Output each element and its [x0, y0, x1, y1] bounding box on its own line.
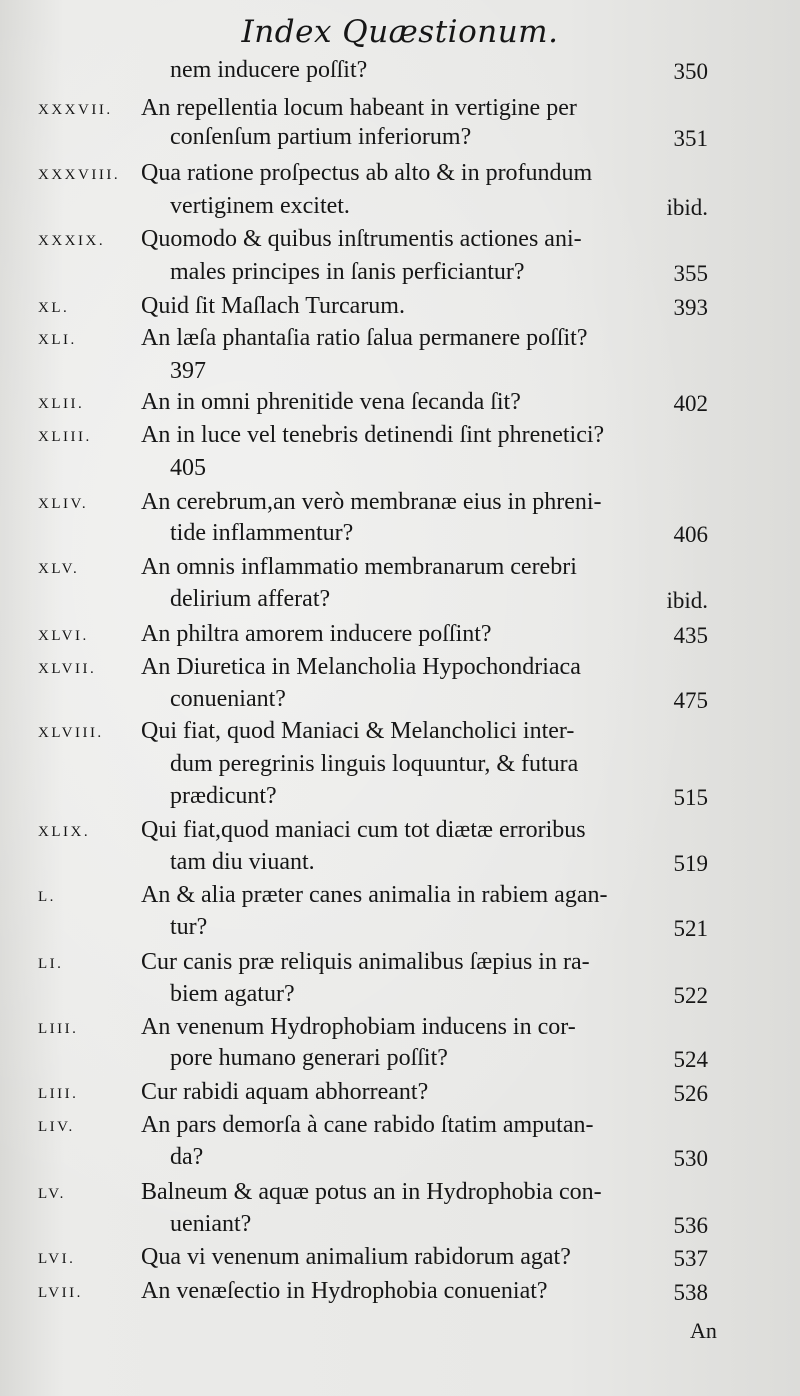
page-number: 435 [673, 623, 708, 648]
page-number: ibid. [666, 195, 708, 220]
question-text-line: Qui fiat, quod Maniaci & Melancholici inter- [141, 718, 575, 744]
question-text-line: Qui fiat,quod maniaci cum tot diætæ erroribus [141, 817, 586, 843]
question-text-line: An venæſectio in Hydrophobia conueniat? [141, 1278, 548, 1304]
question-number: XLVI. [38, 628, 89, 644]
question-text-line: An Diuretica in Melancholia Hypochondriaca [141, 654, 581, 680]
page-number: 350 [673, 59, 708, 84]
question-number: XL. [38, 300, 70, 316]
question-number: XLII. [38, 396, 85, 412]
question-text-line: tide inflammentur? [170, 520, 354, 546]
question-number: LIII. [38, 1021, 79, 1037]
page-number: 537 [673, 1246, 708, 1271]
question-text-line: prædicunt? [170, 783, 277, 809]
question-number: XLV. [38, 561, 80, 577]
question-number: XLI. [38, 332, 77, 348]
question-text-line: An venenum Hydrophobiam inducens in cor- [141, 1014, 576, 1040]
question-text-line: An in omni phrenitide vena ſecanda ſit? [141, 389, 521, 415]
question-number: LIII. [38, 1086, 79, 1102]
question-text-line: Quomodo & quibus inſtrumentis actiones ani- [141, 226, 582, 252]
question-text-line: An in luce vel tenebris detinendi ſint phrenetici? [141, 422, 605, 448]
question-text-line: An repellentia locum habeant in vertigine per [141, 95, 577, 121]
question-text-line: males principes in ſanis perficiantur? [170, 259, 525, 285]
question-text-line: biem agatur? [170, 981, 295, 1007]
catchword: An [690, 1318, 717, 1343]
page-number: 351 [673, 126, 708, 151]
question-number: XLVII. [38, 661, 97, 677]
page-number: 521 [673, 916, 708, 941]
question-text-line: An omnis inflammatio membranarum cerebri [141, 554, 577, 580]
question-number: L. [38, 889, 56, 905]
question-number: XLIII. [38, 429, 92, 445]
page-number: 538 [673, 1280, 708, 1305]
question-number: XXXVIII. [38, 167, 121, 183]
question-number: XXXIX. [38, 233, 106, 249]
question-number: LV. [38, 1186, 66, 1202]
page-number: 393 [673, 295, 708, 320]
page-number: 526 [673, 1081, 708, 1106]
page-number: 475 [673, 688, 708, 713]
page-number: 405 [170, 455, 206, 481]
question-text-line: An philtra amorem inducere poſſint? [141, 621, 492, 647]
question-text-line: An cerebrum,an verò membranæ eius in phreni- [141, 489, 602, 515]
question-text-line: pore humano generari poſſit? [170, 1045, 448, 1071]
question-text-line: conſenſum partium inferiorum? [170, 124, 472, 150]
question-number: LVII. [38, 1285, 83, 1301]
page-number: 355 [673, 261, 708, 286]
question-number: LI. [38, 956, 64, 972]
page-number: 536 [673, 1213, 708, 1238]
page-number: 406 [673, 522, 708, 547]
page-number: ibid. [666, 588, 708, 613]
page-number: 524 [673, 1047, 708, 1072]
question-number: XLVIII. [38, 725, 104, 741]
question-text-line: delirium afferat? [170, 586, 331, 612]
page-number: 515 [673, 785, 708, 810]
question-text-line: An pars demorſa à cane rabido ſtatim amputan- [141, 1112, 594, 1138]
question-text-line: Cur canis præ reliquis animalibus ſæpius in ra- [141, 949, 590, 975]
question-text-line: tur? [170, 914, 208, 940]
question-text-line: Qua vi venenum animalium rabidorum agat? [141, 1244, 571, 1270]
question-text-line: nem inducere poſſit? [170, 57, 368, 83]
question-number: LVI. [38, 1251, 76, 1267]
question-text-line: Quid ſit Maſlach Turcarum. [141, 293, 405, 319]
page-number: 522 [673, 983, 708, 1008]
question-text-line: da? [170, 1144, 204, 1170]
page-number: 397 [170, 358, 206, 384]
question-number: XLIX. [38, 824, 91, 840]
question-text-line: vertiginem excitet. [170, 193, 350, 219]
page-header: Index Quæstionum. [241, 14, 559, 50]
page-number: 402 [673, 391, 708, 416]
question-text-line: An & alia præter canes animalia in rabiem agan- [141, 882, 608, 908]
question-text-line: ueniant? [170, 1211, 252, 1237]
question-text-line: tam diu viuant. [170, 849, 315, 875]
question-number: LIV. [38, 1119, 75, 1135]
question-text-line: Cur rabidi aquam abhorreant? [141, 1079, 429, 1105]
page-number: 530 [673, 1146, 708, 1171]
question-text-line: conueniant? [170, 686, 286, 712]
question-text-line: An læſa phantaſia ratio ſalua permanere poſſit? [141, 325, 588, 351]
question-number: XLIV. [38, 496, 89, 512]
page-number: 519 [673, 851, 708, 876]
question-text-line: Balneum & aquæ potus an in Hydrophobia con- [141, 1179, 602, 1205]
question-text-line: dum peregrinis linguis loquuntur, & futura [170, 751, 579, 777]
question-text-line: Qua ratione proſpectus ab alto & in profundum [141, 160, 593, 186]
question-number: XXXVII. [38, 102, 113, 118]
